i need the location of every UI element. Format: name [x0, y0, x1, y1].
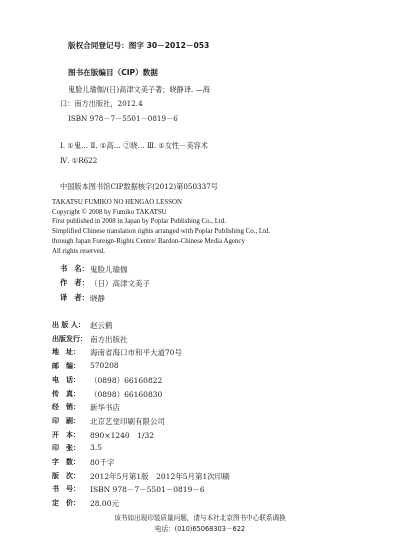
cip-heading: 图书在版编目（CIP）数据	[68, 68, 158, 77]
publication-value: 28.00元	[90, 499, 119, 509]
publication-value: 赵云鹤	[90, 321, 113, 330]
publication-label: 印 张：	[52, 444, 80, 453]
publication-label: 书 号：	[52, 485, 80, 494]
contact-phone: 电话：(010)65068303－622	[154, 525, 246, 533]
publication-value: （0898）66160822	[90, 375, 163, 385]
english-copyright-block	[52, 198, 270, 256]
publication-label: 字 数：	[52, 458, 80, 466]
first-published-line: First published in 2008 in Japan by Poplar Publishing Co., Ltd.	[52, 218, 226, 226]
cip-line: 口：南方出版社，2012.4	[60, 99, 143, 108]
author: （日）高津文美子	[90, 279, 150, 288]
book-title: 鬼脸儿瑜伽	[90, 265, 128, 274]
publication-label: 版 次：	[52, 471, 80, 480]
rights-reserved-line: All rights reserved.	[52, 247, 106, 255]
cip-isbn: ISBN 978－7－5501－0819－6	[68, 114, 178, 123]
cip-classification: Ⅰ. ①鬼… Ⅱ. ①高… ②晓… Ⅲ. ①女性－美容术	[60, 141, 208, 150]
cip-record-number: 中国版本图书馆CIP数据核字(2012)第050337号	[60, 182, 218, 191]
cip-line: 鬼脸儿瑜伽/(日)高津文美子著；晓静译. —海	[68, 85, 210, 94]
publication-value: 北京艺堂印刷有限公司	[90, 416, 165, 426]
publication-value: ISBN 978－7－5501－0819－6	[90, 485, 205, 495]
publication-label: 电 话：	[52, 375, 80, 384]
publication-value: 890×1240 1/32	[90, 430, 155, 440]
publication-value: 80千字	[90, 458, 115, 467]
cip-classification: Ⅳ. ①R622	[60, 156, 98, 165]
publication-label: 地 址：	[52, 348, 80, 357]
publication-label: 经 销：	[52, 403, 80, 412]
agency-line: through Japan Foreign-Rights Centre/ Bardon-Chinese Media Agency	[52, 237, 245, 245]
publication-label: 印 刷：	[52, 416, 80, 425]
copyright-line: Copyright © 2008 by Fumiko TAKATSU	[52, 208, 167, 216]
publication-value: 海南省海口市和平大道70号	[90, 348, 183, 358]
quality-notice: 该书如出现印装质量问题，请与本社北京图书中心联系调换	[114, 514, 286, 522]
translator-label: 译 者：	[60, 293, 89, 302]
publication-label: 出版发行：	[52, 334, 87, 343]
copyright-registration: 版权合同登记号：图字 30－2012－053	[68, 41, 210, 50]
publication-label: 传 真：	[52, 389, 80, 398]
publication-value: 3.5	[90, 443, 102, 453]
translation-rights-line: Simplified Chinese translation rights arranged with Poplar Publishing Co., Ltd.	[52, 228, 271, 236]
publication-label: 邮 编：	[52, 362, 80, 371]
author-label: 作 者：	[60, 278, 89, 287]
publication-value: 2012年5月第1版 2012年5月第1次印刷	[90, 471, 230, 481]
original-title: TAKATSU FUMIKO NO HENGAO LESSON	[52, 199, 182, 206]
publication-value: 570208	[90, 361, 119, 371]
translator: 晓静	[90, 294, 105, 303]
publication-value: 南方出版社	[90, 334, 128, 344]
publication-value: （0898）66160830	[90, 389, 163, 399]
publication-label: 出 版 人：	[52, 321, 85, 329]
publication-label: 开 本：	[52, 430, 80, 439]
publication-label: 定 价：	[52, 499, 80, 508]
publication-value: 新华书店	[90, 403, 120, 413]
book-title-label: 书 名：	[60, 264, 89, 273]
